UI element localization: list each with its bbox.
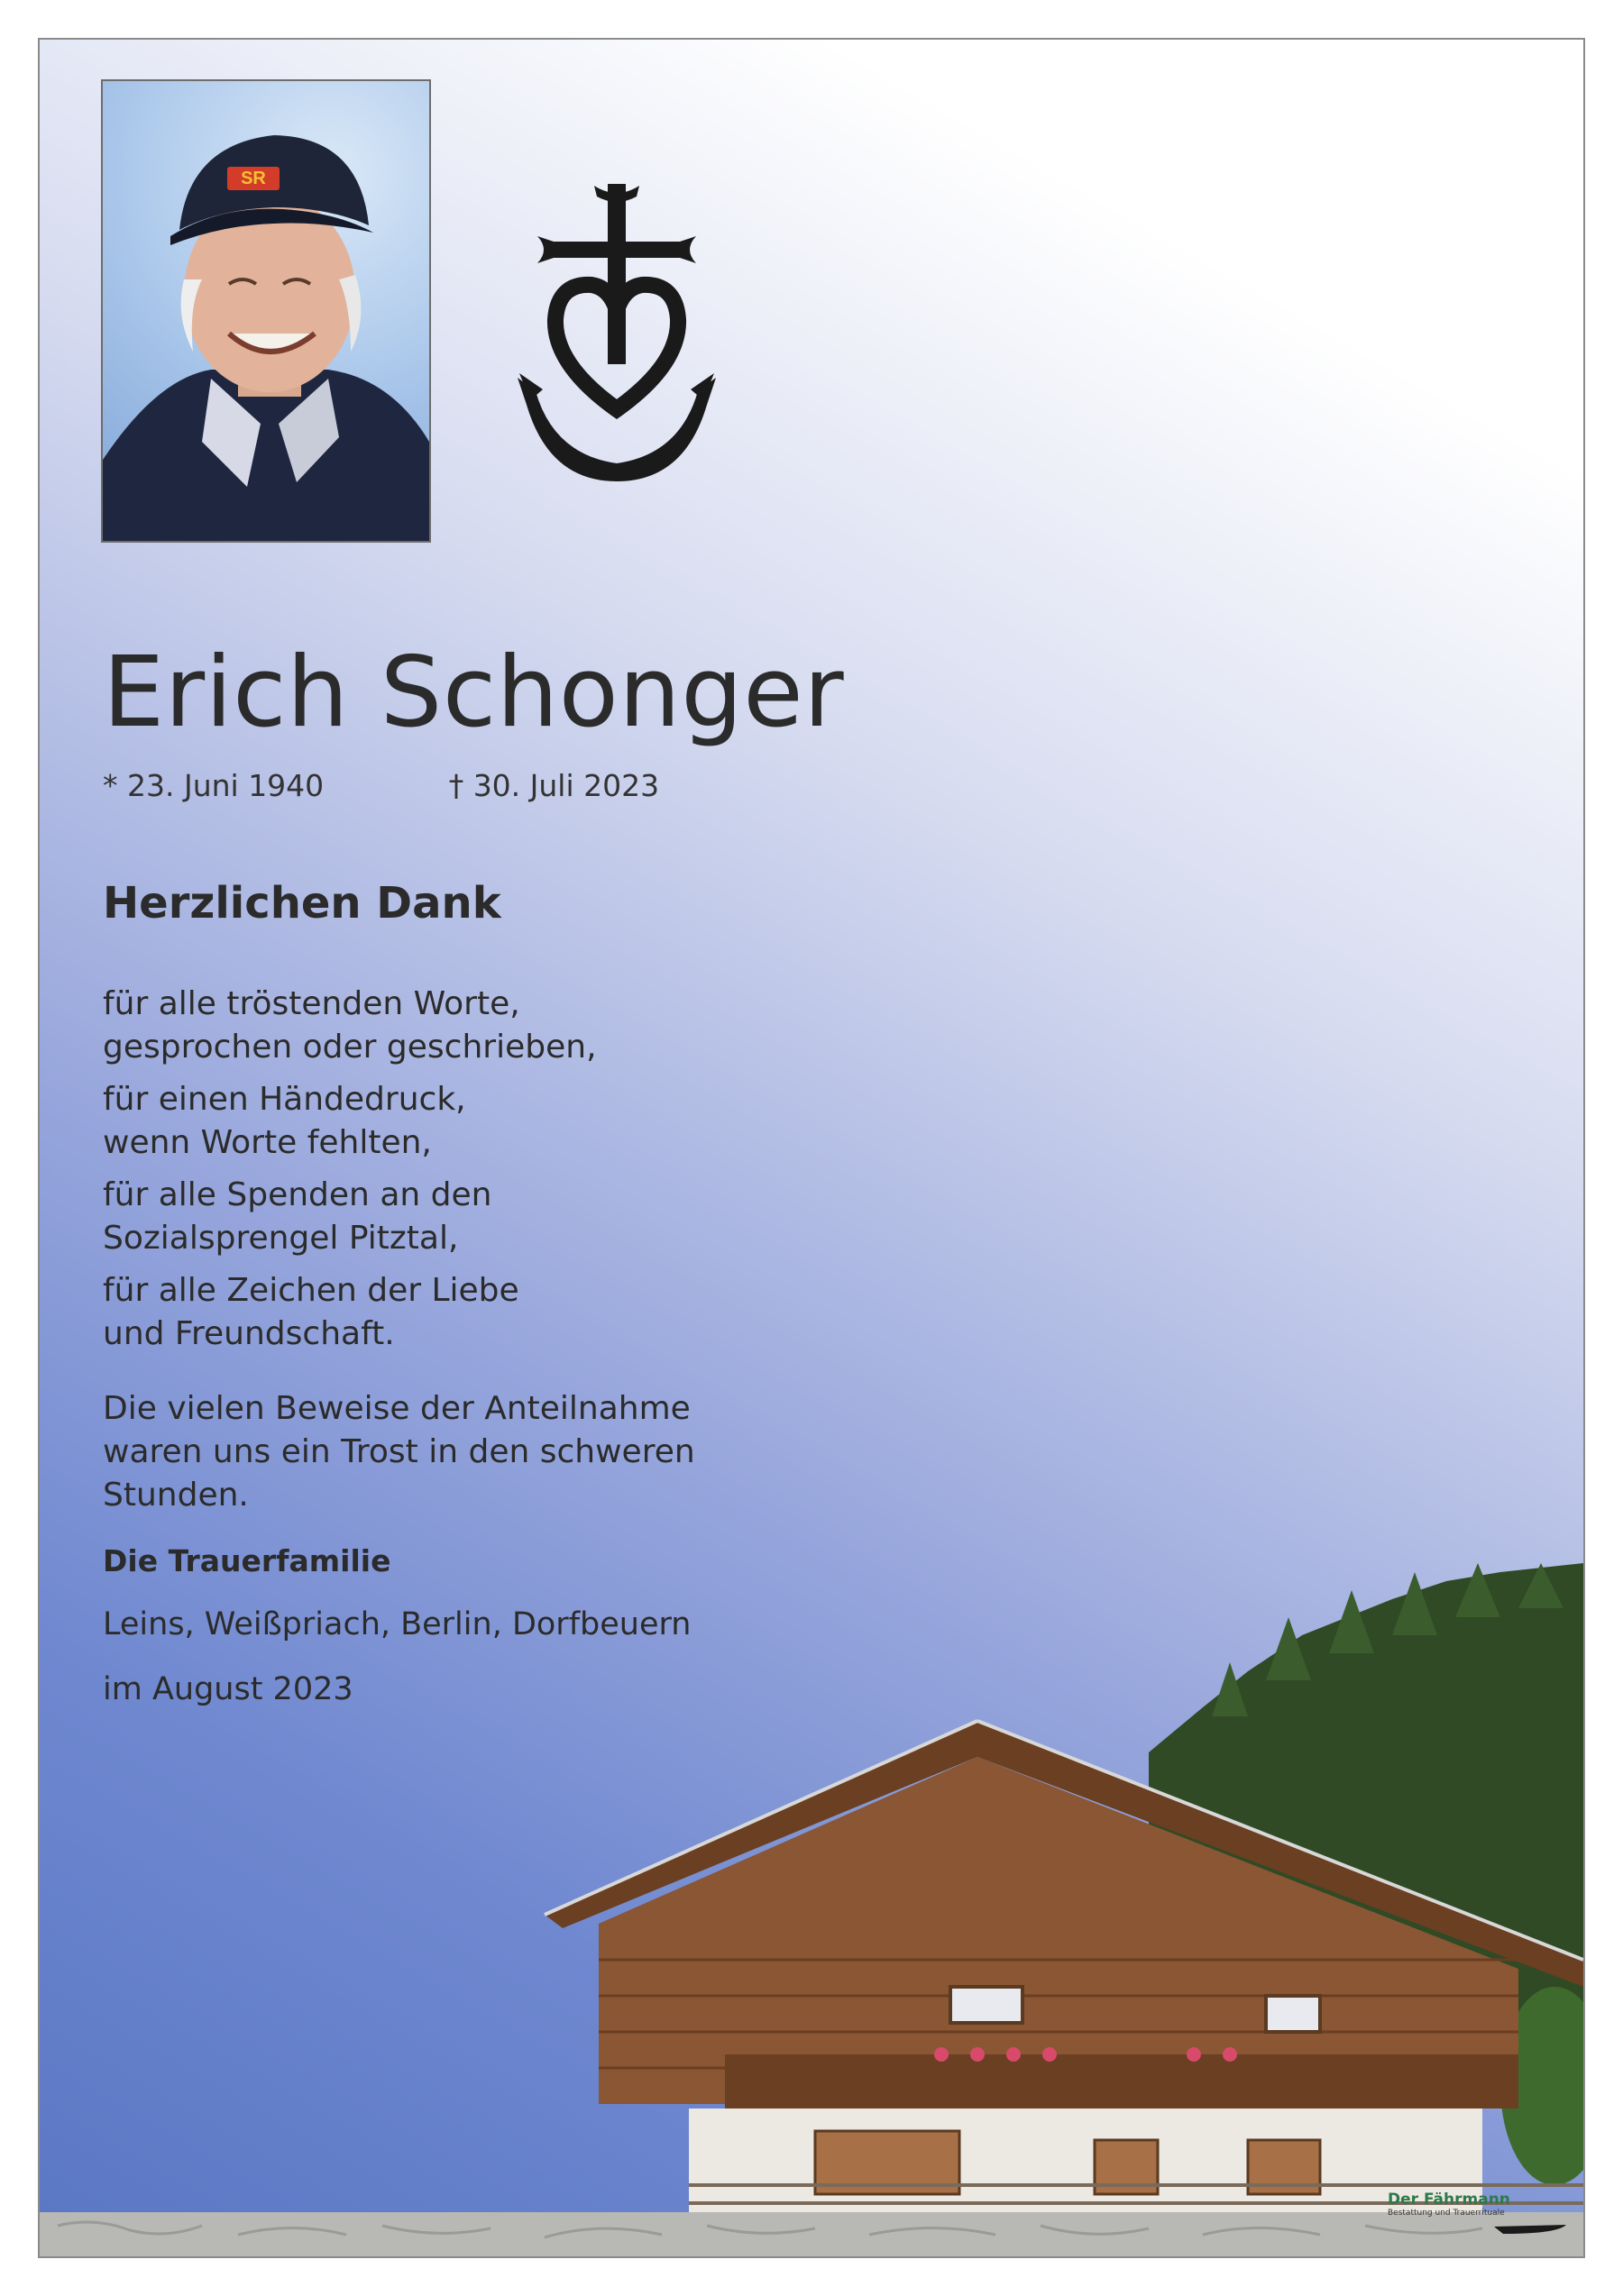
logo-title: Der Fährmann xyxy=(1388,2191,1510,2209)
portrait-photo xyxy=(101,79,431,543)
funeral-home-logo xyxy=(1388,2191,1568,2245)
born-symbol: * xyxy=(103,768,118,803)
death-date: 30. Juli 2023 xyxy=(472,768,660,803)
boat-icon xyxy=(1494,2221,1566,2236)
alpine-house-scene xyxy=(40,1563,1583,2256)
cap-badge-text: SR xyxy=(241,169,266,188)
thanks-heading: Herzlichen Dank xyxy=(103,878,501,928)
family-signature-title: Die Trauerfamilie xyxy=(103,1543,391,1578)
family-places: Leins, Weißpriach, Berlin, Dorfbeuern xyxy=(103,1606,692,1642)
thanks-group xyxy=(103,1174,914,1260)
thanks-line: für alle Spenden an den xyxy=(103,1176,492,1213)
closing-line: waren uns ein Trost in den schweren xyxy=(103,1433,695,1470)
thanks-text xyxy=(103,983,914,1365)
death-symbol: † xyxy=(448,768,464,803)
portrait-illustration xyxy=(103,81,429,541)
stone-wall xyxy=(40,2212,1583,2256)
closing-text xyxy=(103,1387,914,1517)
thanks-line: und Freundschaft. xyxy=(103,1315,395,1352)
signature-date: im August 2023 xyxy=(103,1671,353,1707)
thanks-group xyxy=(103,1269,914,1356)
born-date: 23. Juni 1940 xyxy=(127,768,325,803)
thanks-line: gesprochen oder geschrieben, xyxy=(103,1029,597,1066)
closing-line: Die vielen Beweise der Anteilnahme xyxy=(103,1390,691,1427)
thanks-line: für alle Zeichen der Liebe xyxy=(103,1272,519,1309)
logo-subtitle: Bestattung und Trauerrituale xyxy=(1388,2209,1505,2218)
closing-line: Stunden. xyxy=(103,1477,249,1514)
life-dates xyxy=(103,768,659,803)
thanks-group xyxy=(103,1078,914,1165)
obituary-card xyxy=(38,38,1585,2258)
thanks-line: wenn Worte fehlten, xyxy=(103,1124,432,1161)
balcony xyxy=(725,2054,1518,2108)
faith-hope-love-symbol xyxy=(518,184,716,481)
thanks-line: Sozialsprengel Pitztal, xyxy=(103,1220,459,1257)
deceased-name: Erich Schonger xyxy=(103,636,845,749)
stucco-wall xyxy=(689,2108,1482,2217)
thanks-group xyxy=(103,983,914,1069)
thanks-line: für alle tröstenden Worte, xyxy=(103,985,520,1022)
thanks-line: für einen Händedruck, xyxy=(103,1081,466,1118)
